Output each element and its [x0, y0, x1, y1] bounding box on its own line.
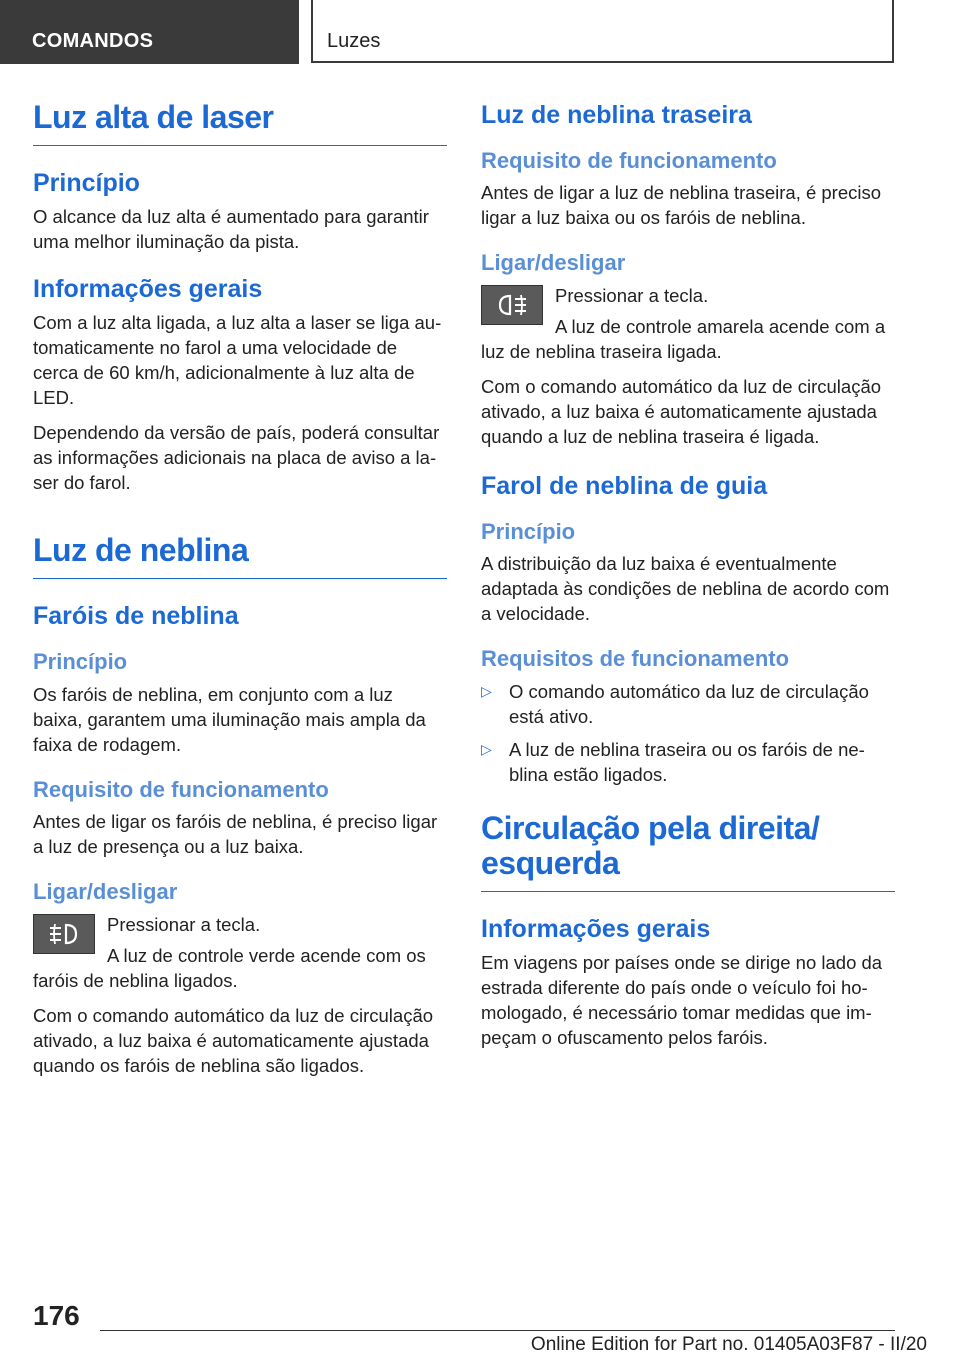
section-tab — [0, 0, 299, 64]
list-item: ▷ A luz de neblina traseira ou os faróis de ne-blina estão ligados. — [481, 738, 865, 785]
heading-rear-fog-light: Luz de neblina traseira — [481, 101, 752, 129]
paragraph: Pressionar a tecla. — [555, 284, 709, 306]
topic-tab — [311, 0, 894, 63]
heading-general-info: Informações gerais — [33, 275, 263, 304]
paragraph: Com a luz alta ligada, a luz alta a laser se liga au-tomaticamente no farol a uma velocidade de cerca de 60 km/h, adicionalmente à luz alta de LED. — [33, 312, 442, 409]
heading-laser-high-beam: Luz alta de laser — [33, 100, 447, 146]
paragraph: A luz de controle verde acende com os faróis de neblina ligados. — [33, 944, 426, 991]
requirements-list — [481, 679, 895, 787]
paragraph: O alcance da luz alta é aumentado para garantir uma melhor iluminação da pista. — [33, 206, 429, 253]
paragraph: Os faróis de neblina, em conjunto com a luz baixa, garantem uma iluminação mais ampla da faixa de rodagem. — [33, 683, 426, 755]
heading-guide-fog-lamp: Farol de neblina de guia — [481, 471, 768, 500]
heading-fog-light: Luz de neblina — [33, 533, 447, 579]
heading-general-info: Informações gerais — [481, 914, 711, 943]
page-number: 176 — [33, 1300, 80, 1331]
subheading-principle: Princípio — [481, 518, 576, 544]
list-item: ▷ O comando automático da luz de circulação está ativo. — [481, 680, 869, 727]
heading-right-left-traffic: Circulação pela direita/ esquerda — [481, 811, 895, 892]
heading-principle: Princípio — [33, 169, 140, 198]
topic-title: Luzes — [327, 30, 381, 52]
edition-footer: Online Edition for Part no. 01405A03F87 - II/20 — [530, 1334, 927, 1355]
subheading-requirements: Requisitos de funcionamento — [481, 646, 790, 672]
left-column — [33, 100, 447, 1088]
paragraph: A distribuição da luz baixa é eventualmente adaptada às condições de neblina de acordo com a velocidade. — [481, 553, 890, 625]
key-instruction — [481, 283, 895, 364]
bullet-triangle-icon: ▷ — [481, 740, 492, 757]
subheading-requirement: Requisito de funcionamento — [33, 776, 329, 802]
right-column — [481, 100, 895, 1060]
paragraph: A luz de controle amarela acende com a luz de neblina traseira ligada. — [481, 315, 886, 362]
heading-fog-lamps: Faróis de neblina — [33, 602, 239, 631]
key-instruction — [33, 912, 447, 993]
paragraph: Dependendo da versão de país, poderá consultar as informações adicionais na placa de aviso a la-ser do farol. — [33, 422, 440, 494]
paragraph: Antes de ligar a luz de neblina traseira, é preciso ligar a luz baixa ou os faróis de neblina. — [481, 182, 882, 229]
paragraph: Com o comando automático da luz de circulação ativado, a luz baixa é automaticamente ajustada quando os faróis de neblina são ligados. — [33, 1004, 434, 1076]
subheading-on-off: Ligar/desligar — [33, 879, 178, 905]
paragraph: Com o comando automático da luz de circulação ativado, a luz baixa é automaticamente ajustada quando a luz de neblina traseira é ligada. — [481, 375, 882, 447]
rear-fog-light-icon — [481, 285, 543, 325]
paragraph: Pressionar a tecla. — [107, 913, 261, 935]
subheading-principle: Princípio — [33, 649, 128, 675]
paragraph: Em viagens por países onde se dirige no lado da estrada diferente do país onde o veículo foi ho-mologado, é necessário tomar medidas que im-peçam o ofuscamento pelos faróis. — [481, 951, 883, 1048]
paragraph: Antes de ligar os faróis de neblina, é preciso ligar a luz de presença ou a luz baixa. — [33, 811, 438, 858]
section-title: COMANDOS — [32, 30, 154, 52]
footer-divider — [100, 1330, 895, 1331]
subheading-requirement: Requisito de funcionamento — [481, 148, 777, 173]
bullet-triangle-icon: ▷ — [481, 682, 492, 699]
subheading-on-off: Ligar/desligar — [481, 250, 626, 276]
front-fog-light-icon — [33, 914, 95, 954]
